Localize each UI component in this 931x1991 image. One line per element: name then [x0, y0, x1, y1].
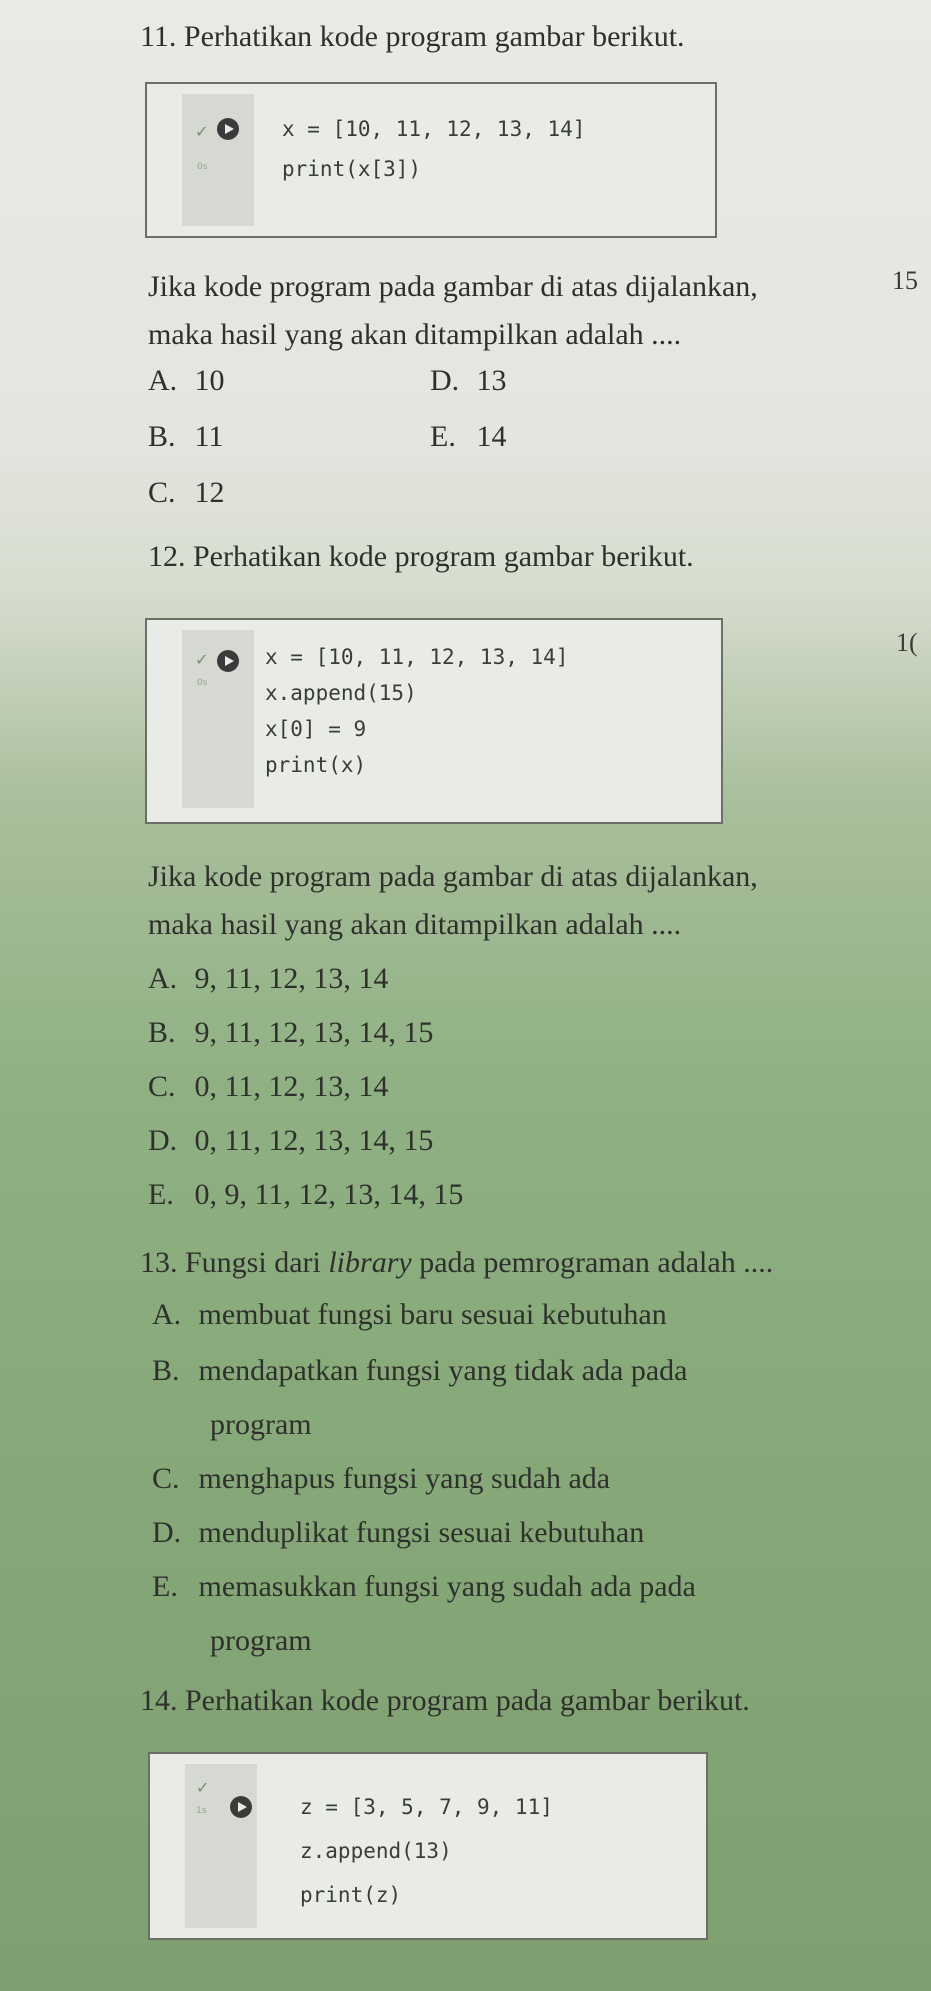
q13-title: 13. Fungsi dari library pada pemrograman adalah .... [140, 1246, 774, 1279]
check-icon: ✓ [195, 650, 209, 669]
line-number: 0s [197, 678, 208, 688]
q11-text-2: maka hasil yang akan ditampilkan adalah .... [148, 318, 682, 351]
q13-option-c: C. menghapus fungsi yang sudah ada [152, 1462, 611, 1495]
code-gutter [182, 94, 254, 226]
q13-option-e: E. memasukkan fungsi yang sudah ada pada [152, 1570, 696, 1603]
q13-option-d: D. menduplikat fungsi sesuai kebutuhan [152, 1516, 645, 1549]
q12-text-1: Jika kode program pada gambar di atas dijalankan, [148, 860, 758, 893]
code-line-1: x = [10, 11, 12, 13, 14] [282, 117, 586, 141]
run-cell-button[interactable] [217, 650, 239, 672]
code-line-4: print(x) [265, 753, 367, 777]
q11-option-d: D. 13 [430, 364, 507, 397]
q12-text-2: maka hasil yang akan ditampilkan adalah .... [148, 908, 682, 941]
q13-option-b-cont: program [210, 1408, 312, 1441]
run-cell-button[interactable] [230, 1796, 252, 1818]
margin-number-15: 15 [892, 266, 918, 295]
q11-code-cell [145, 82, 717, 238]
q13-option-e-cont: program [210, 1624, 312, 1657]
q11-option-c: C. 12 [148, 476, 225, 509]
q11-title: 11. Perhatikan kode program gambar berikut. [140, 20, 685, 53]
q12-option-b: B. 9, 11, 12, 13, 14, 15 [148, 1016, 434, 1049]
q13-option-b: B. mendapatkan fungsi yang tidak ada pada [152, 1354, 688, 1387]
code-line-1: z = [3, 5, 7, 9, 11] [300, 1795, 553, 1819]
margin-number-16: 1( [896, 628, 918, 657]
code-line-1: x = [10, 11, 12, 13, 14] [265, 645, 569, 669]
q12-code-cell [145, 618, 723, 824]
q11-option-b: B. 11 [148, 420, 224, 453]
q11-option-e: E. 14 [430, 420, 507, 453]
line-number: 0s [197, 162, 208, 172]
code-line-3: print(z) [300, 1883, 402, 1907]
q12-title: 12. Perhatikan kode program gambar berikut. [148, 540, 694, 573]
code-line-3: x[0] = 9 [265, 717, 367, 741]
q14-title: 14. Perhatikan kode program pada gambar berikut. [140, 1684, 750, 1717]
code-line-2: z.append(13) [300, 1839, 452, 1863]
q12-option-d: D. 0, 11, 12, 13, 14, 15 [148, 1124, 434, 1157]
q12-option-a: A. 9, 11, 12, 13, 14 [148, 962, 389, 995]
run-cell-button[interactable] [217, 118, 239, 140]
q14-code-cell [148, 1752, 708, 1940]
q11-text-1: Jika kode program pada gambar di atas dijalankan, [148, 270, 758, 303]
check-icon: ✓ [195, 122, 209, 141]
line-number: 1s [196, 1806, 207, 1816]
q11-option-a: A. 10 [148, 364, 225, 397]
code-line-2: print(x[3]) [282, 157, 422, 181]
q13-option-a: A. membuat fungsi baru sesuai kebutuhan [152, 1298, 667, 1331]
check-icon: ✓ [196, 1778, 210, 1797]
library-term: library [328, 1246, 412, 1279]
code-line-2: x.append(15) [265, 681, 417, 705]
q12-option-e: E. 0, 9, 11, 12, 13, 14, 15 [148, 1178, 464, 1211]
q12-option-c: C. 0, 11, 12, 13, 14 [148, 1070, 389, 1103]
